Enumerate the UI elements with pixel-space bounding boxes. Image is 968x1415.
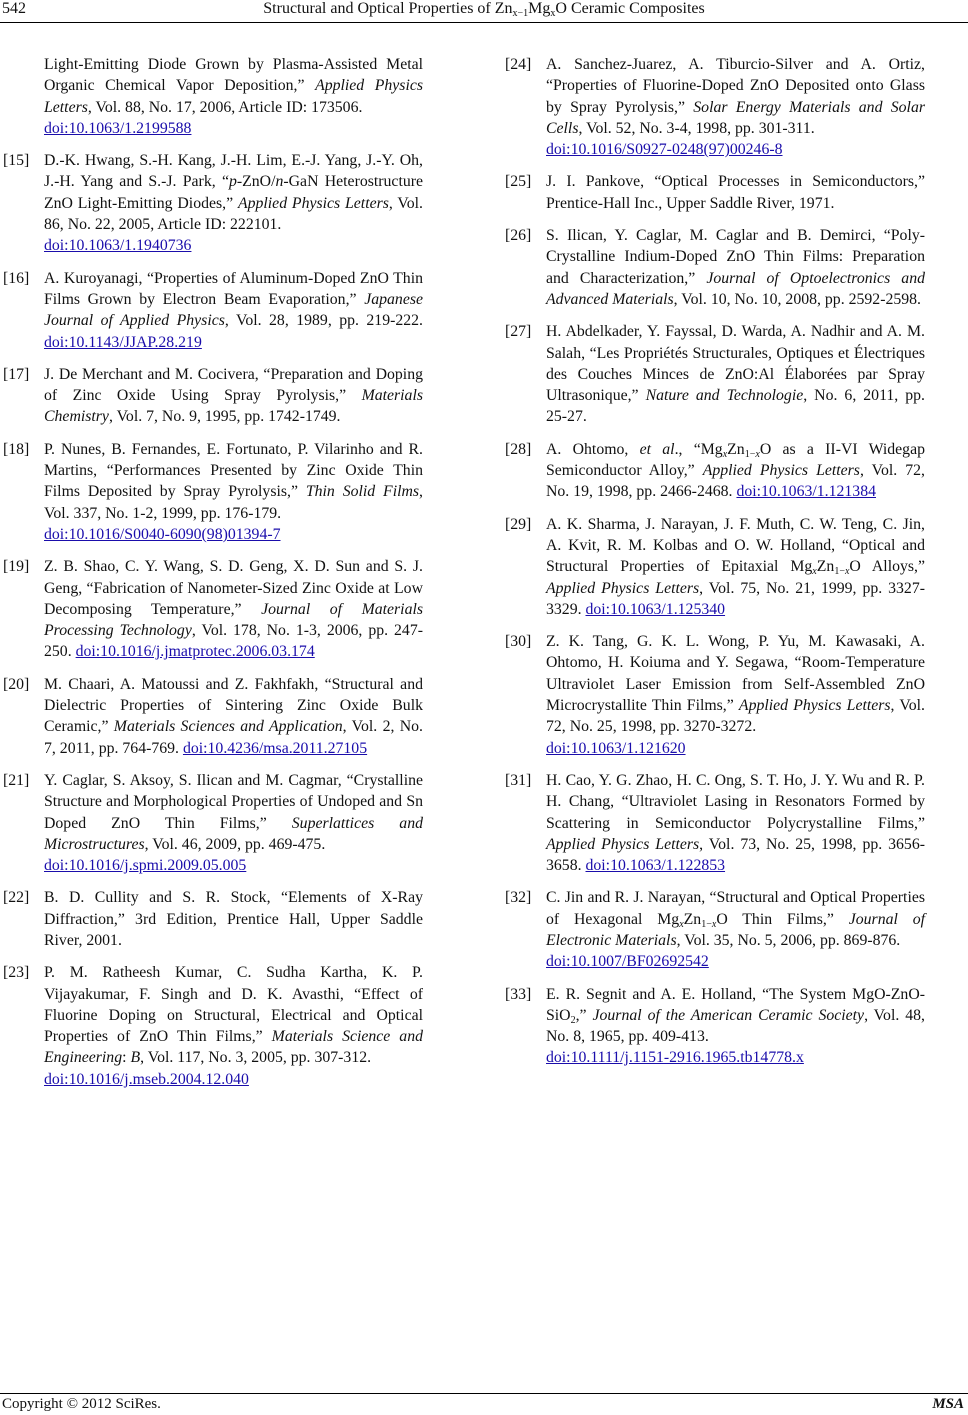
doi-link[interactable]: doi:10.1143/JJAP.28.219 [44, 333, 202, 351]
doi-link[interactable]: doi:10.1063/1.121620 [546, 739, 686, 757]
doi-link[interactable]: doi:10.1063/1.122853 [585, 857, 726, 875]
reference-number: [20] [3, 675, 30, 693]
doi-link[interactable]: doi:10.1016/S0040-6090(98)01394-7 [44, 525, 281, 543]
reference-text: P. Nunes, B. Fernandes, E. Fortunato, P. Vilarinho and R. Martins, “Performances Presented by Zinc Oxide Thin Films Deposited by Spray Pyrolysis,” Thin Solid Films, Vol. 337, No. 1-2, 1999, pp. 176-179. [44, 440, 423, 522]
reference-text: S. Ilican, Y. Caglar, M. Caglar and B. Demirci, “Poly-Crystalline Indium-Doped ZnO Thin Films: Preparation and Characterization,” Journal of Optoelectronics and Advanced Materials, Vol. 10, No. 10, 2008, pp. 2592-2598. [546, 227, 925, 308]
reference-item [505, 887, 925, 972]
reference-number: [15] [3, 152, 30, 170]
reference-number: [18] [3, 440, 30, 458]
doi-link[interactable]: doi:10.1063/1.125340 [585, 600, 726, 618]
page-footer [0, 1393, 968, 1415]
reference-text: H. Abdelkader, Y. Fayssal, D. Warda, A. Nadhir and A. M. Salah, “Les Propriétés Structurales, Optiques et Électriques des Couches Minces de ZnO:Al Élaborées par Spray Ultrasonique,” Nature and Technologie, No. 6, 2011, pp. 25-27. [546, 323, 925, 426]
reference-text: A. Ohtomo, et al., “$Mg_xZn_{1-x}O$ as a II-VI Widegap Semiconductor Alloy,” Applied Physics Letters, Vol. 72, No. 19, 1998, pp. 2466-2468. doi:10.1063/1.121384 [546, 440, 925, 501]
reference-text: M. Chaari, A. Matoussi and Z. Fakhfakh, “Structural and Dielectric Properties of Sintering Zinc Oxide Bulk Ceramic,” Materials Sciences and Application, Vol. 2, No. 7, 2011, pp. 764-769. doi:10.4236/msa.2011.27105 [44, 675, 423, 757]
doi-link[interactable]: doi:10.1016/j.spmi.2009.05.005 [44, 857, 247, 875]
doi-link[interactable]: doi:10.1016/S0927-0248(97)00246-8 [546, 141, 783, 159]
doi-link[interactable]: doi:10.1016/j.mseb.2004.12.040 [44, 1070, 249, 1088]
doi-link[interactable]: doi:10.1007/BF02692542 [546, 953, 709, 971]
reference-text: J. De Merchant and M. Cocivera, “Preparation and Doping of Zinc Oxide Using Spray Pyrolysis,” Materials Chemistry, Vol. 7, No. 9, 1995, pp. 1742-1749. [44, 365, 423, 426]
reference-item [3, 364, 423, 428]
reference-item [505, 171, 925, 214]
reference-text: Z. B. Shao, C. Y. Wang, S. D. Geng, X. D. Sun and S. J. Geng, “Fabrication of Nanometer-Sized Zinc Oxide at Low Decomposing Temperature,” Journal of Materials Processing Technology, Vol. 178, No. 1-3, 2006, pp. 247-250. doi:10.1016/j.jmatprotec.2006.03.174 [44, 558, 423, 661]
references-right-column [505, 54, 925, 1080]
reference-number: [24] [505, 56, 532, 73]
reference-item [3, 887, 423, 951]
reference-number: [25] [505, 173, 532, 191]
reference-number: [29] [505, 515, 532, 533]
copyright-notice: Copyright © 2012 SciRes. [2, 1396, 161, 1412]
reference-number: [33] [505, 985, 532, 1003]
reference-number: [30] [505, 633, 532, 651]
running-title: Structural and Optical Properties of $Zn_{x-1}Mg_xO$ Ceramic Composites [263, 0, 705, 19]
reference-item [3, 770, 423, 876]
doi-link[interactable]: doi:10.1063/1.121384 [736, 483, 876, 501]
references-left-column [3, 54, 423, 1101]
reference-text: E. R. Segnit and A. E. Holland, “The System MgO-ZnO-SiO$_2$,” Journal of the American Ceramic Society, Vol. 48, No. 8, 1965, pp. 409-413. [546, 985, 925, 1046]
reference-number: [19] [3, 558, 30, 576]
reference-number: [23] [3, 964, 30, 982]
reference-text: P. M. Ratheesh Kumar, C. Sudha Kartha, K. P. Vijayakumar, F. Singh and D. K. Avasthi, “Effect of Fluorine Doping on Structural, Electrical and Optical Properties of ZnO Thin Films,” Materials Science and Engineering: B, Vol. 117, No. 3, 2005, pp. 307-312. [44, 964, 423, 1067]
doi-link[interactable]: doi:10.1063/1.1940736 [44, 237, 192, 255]
reference-text: Y. Caglar, S. Aksoy, S. Ilican and M. Cagmar, “Crystalline Structure and Morphological Properties of Undoped and Sn Doped ZnO Thin Films,” Superlattices and Microstructures, Vol. 46, 2009, pp. 469-475. [44, 771, 423, 853]
journal-abbreviation: MSA [932, 1396, 964, 1412]
reference-item [3, 268, 423, 353]
reference-text: A. Kuroyanagi, “Properties of Aluminum-Doped ZnO Thin Films Grown by Electron Beam Evaporation,” Japanese Journal of Applied Physics, Vol. 28, 1989, pp. 219-222. doi:10.1143/JJAP.28.219 [44, 269, 423, 351]
reference-number: [22] [3, 889, 30, 907]
page-number: 542 [2, 0, 26, 17]
reference-number: [17] [3, 365, 30, 383]
reference-item [3, 439, 423, 545]
reference-item [505, 321, 925, 427]
reference-item [3, 674, 423, 759]
reference-text: Z. K. Tang, G. K. L. Wong, P. Yu, M. Kawasaki, A. Ohtomo, H. Koiuma and Y. Segawa, “Room-Temperature Ultraviolet Laser Emission from Self-Assembled ZnO Microcrystallite Thin Films,” Applied Physics Letters, Vol. 72, No. 25, 1998, pp. 3270-3272. [546, 633, 925, 736]
reference-item [505, 439, 925, 503]
doi-link[interactable]: doi:10.4236/msa.2011.27105 [182, 739, 368, 757]
reference-item [3, 54, 423, 139]
reference-item [505, 631, 925, 759]
reference-text: H. Cao, Y. G. Zhao, H. C. Ong, S. T. Ho, J. Y. Wu and R. P. H. Chang, “Ultraviolet Lasing in Resonators Formed by Scattering in Semiconductor Polycrystalline Films,” Applied Physics Letters, Vol. 73, No. 25, 1998, pp. 3656-3658. doi:10.1063/1.122853 [546, 771, 925, 875]
reference-item [505, 54, 925, 160]
reference-text: C. Jin and R. J. Narayan, “Structural and Optical Properties of Hexagonal $Mg_xZn_{1-x}O$ Thin Films,” Journal of Electronic Materials, Vol. 35, No. 5, 2006, pp. 869-876. [546, 889, 925, 949]
reference-item [3, 962, 423, 1090]
reference-text: A. K. Sharma, J. Narayan, J. F. Muth, C. W. Teng, C. Jin, A. Kvit, R. M. Kolbas and O. W. Holland, “Optical and Structural Properties of Epitaxial $Mg_xZn_{1-x}O$ Alloys,” Applied Physics Letters, Vol. 75, No. 21, 1999, pp. 3327-3329. doi:10.1063/1.125340 [546, 515, 925, 618]
reference-text: B. D. Cullity and S. R. Stock, “Elements of X-Ray Diffraction,” 3rd Edition, Prentice Hall, Upper Saddle River, 2001. [44, 889, 423, 949]
reference-number: [27] [505, 323, 532, 341]
doi-link[interactable]: doi:10.1016/j.jmatprotec.2006.03.174 [75, 643, 315, 661]
reference-item [3, 150, 423, 256]
page-header [0, 0, 968, 23]
reference-number: [32] [505, 889, 532, 907]
reference-item [505, 225, 925, 310]
reference-number: [21] [3, 771, 30, 789]
reference-item [505, 514, 925, 620]
reference-item [505, 770, 925, 876]
reference-number: [26] [505, 227, 532, 245]
doi-link[interactable]: doi:10.1111/j.1151-2916.1965.tb14778.x [546, 1049, 804, 1067]
reference-item [3, 556, 423, 662]
reference-number: [31] [505, 771, 532, 789]
reference-number: [28] [505, 440, 532, 458]
reference-text: A. Sanchez-Juarez, A. Tiburcio-Silver and A. Ortiz, “Properties of Fluorine-Doped ZnO Deposited onto Glass by Spray Pyrolysis,” Solar Energy Materials and Solar Cells, Vol. 52, No. 3-4, 1998, pp. 301-311. [546, 56, 925, 137]
reference-text: D.-K. Hwang, S.-H. Kang, J.-H. Lim, E.-J. Yang, J.-Y. Oh, J.-H. Yang and S.-J. Park, “p-ZnO/n-GaN Heterostructure ZnO Light-Emitting Diodes,” Applied Physics Letters, Vol. 86, No. 22, 2005, Article ID: 222101. [44, 152, 423, 234]
reference-text: J. I. Pankove, “Optical Processes in Semiconductors,” Prentice-Hall Inc., Upper Saddle River, 1971. [546, 173, 925, 212]
reference-text: Light-Emitting Diode Grown by Plasma-Assisted Metal Organic Chemical Vapor Deposition,” Applied Physics Letters, Vol. 88, No. 17, 2006, Article ID: 173506. [44, 56, 424, 116]
doi-link[interactable]: doi:10.1063/1.2199588 [44, 119, 192, 137]
reference-number: [16] [3, 269, 30, 287]
reference-item [505, 984, 925, 1069]
